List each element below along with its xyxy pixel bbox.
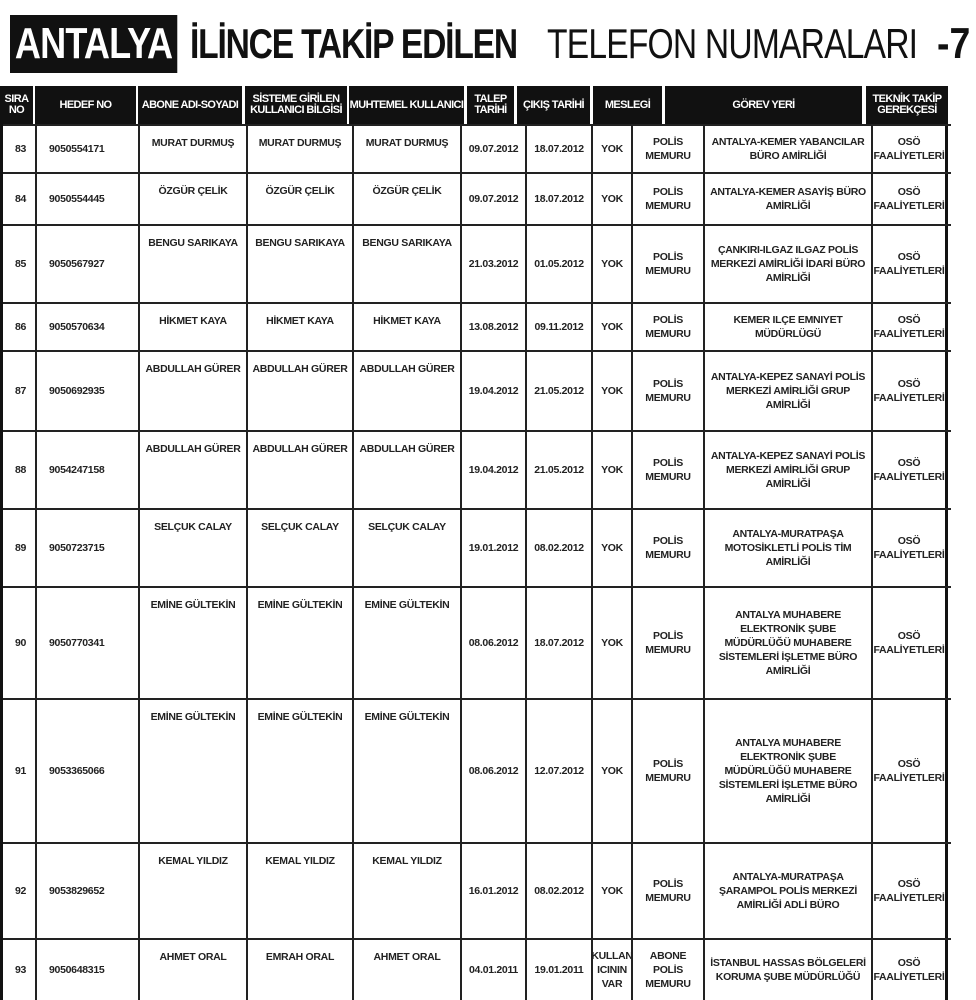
cell-hedef-no: 9054247158 [35,432,138,508]
cell-kullanici: YOK [591,174,631,224]
header-talep-tarihi: TALEP TARİHİ [467,86,514,124]
cell-sistem: MURAT DURMUŞ [246,126,352,172]
cell-muhtemel: AHMET ORAL [352,940,460,1000]
cell-cikis-tarihi: 01.05.2012 [525,226,591,302]
table-row [3,698,951,842]
header-gorev-yeri: GÖREV YERİ [665,86,862,124]
cell-meslek: POLİS MEMURU [631,510,703,586]
header-abone: ABONE ADI-SOYADI [138,86,242,124]
page-title [10,14,976,74]
cell-sistem: EMRAH ORAL [246,940,352,1000]
cell-gorev-yeri: ANTALYA-KEMER YABANCILAR BÜRO AMİRLİĞİ [703,126,871,172]
cell-abone: ABDULLAH GÜRER [138,352,246,430]
cell-kullanici: YOK [591,304,631,350]
cell-meslek: ABONE POLİS MEMURU [631,940,703,1000]
cell-muhtemel: SELÇUK CALAY [352,510,460,586]
cell-kullanici: YOK [591,352,631,430]
cell-sira: 84 [15,193,27,205]
cell-meslek: POLİS MEMURU [631,700,703,842]
table-row [3,302,951,350]
cell-gerekce: OSÖ FAALİYETLERİ [871,174,945,224]
table-row [3,938,951,1000]
table-row [3,124,951,172]
cell-muhtemel: MURAT DURMUŞ [352,126,460,172]
cell-meslek: POLİS MEMURU [631,226,703,302]
cell-muhtemel: ÖZGÜR ÇELİK [352,174,460,224]
cell-abone: SELÇUK CALAY [138,510,246,586]
cell-abone: ÖZGÜR ÇELİK [138,174,246,224]
cell-abone: AHMET ORAL [138,940,246,1000]
cell-muhtemel: ABDULLAH GÜRER [352,352,460,430]
cell-kullanici: YOK [591,510,631,586]
cell-gorev-yeri: ANTALYA-MURATPAŞA ŞARAMPOL POLİS MERKEZİ AMİRLİĞİ ADLİ BÜRO [703,844,871,938]
cell-meslek: POLİS MEMURU [631,352,703,430]
cell-abone: HİKMET KAYA [138,304,246,350]
cell-sistem: HİKMET KAYA [246,304,352,350]
cell-gorev-yeri: KEMER ILÇE EMNIYET MÜDÜRLÜGÜ [703,304,871,350]
cell-gorev-yeri: ANTALYA MUHABERE ELEKTRONİK ŞUBE MÜDÜRLÜĞÜ MUHABERE SİSTEMLERİ İŞLETME BÜRO AMİRLİĞİ [703,700,871,842]
cell-sistem: KEMAL YILDIZ [246,844,352,938]
cell-gerekce: OSÖ FAALİYETLERİ [871,226,945,302]
cell-hedef-no: 9050723715 [35,510,138,586]
header-teknik-takip: TEKNİK TAKİP GEREKÇESİ [866,86,948,124]
cell-muhtemel: HİKMET KAYA [352,304,460,350]
cell-cikis-tarihi: 08.02.2012 [525,510,591,586]
cell-muhtemel: KEMAL YILDIZ [352,844,460,938]
cell-meslek: POLİS MEMURU [631,174,703,224]
cell-meslek: POLİS MEMURU [631,304,703,350]
cell-abone: EMİNE GÜLTEKİN [138,588,246,698]
cell-hedef-no: 9050692935 [35,352,138,430]
cell-cikis-tarihi: 08.02.2012 [525,844,591,938]
cell-kullanici: YOK [591,588,631,698]
cell-talep-tarihi: 08.06.2012 [460,588,525,698]
cell-talep-tarihi: 09.07.2012 [460,126,525,172]
cell-abone: EMİNE GÜLTEKİN [138,700,246,842]
cell-kullanici: YOK [591,432,631,508]
cell-cikis-tarihi: 18.07.2012 [525,174,591,224]
cell-abone: KEMAL YILDIZ [138,844,246,938]
cell-kullanici: YOK [591,700,631,842]
cell-talep-tarihi: 19.04.2012 [460,432,525,508]
cell-gorev-yeri: ANTALYA-MURATPAŞA MOTOSİKLETLİ POLİS TİM AMİRLİĞİ [703,510,871,586]
cell-meslek: POLİS MEMURU [631,126,703,172]
header-sistem: SİSTEME GİRİLEN KULLANICI BİLGİSİ [245,86,347,124]
cell-hedef-no: 9053365066 [35,700,138,842]
cell-gerekce: OSÖ FAALİYETLERİ [871,304,945,350]
cell-sira: 85 [15,258,27,270]
cell-sira: 83 [15,143,27,155]
cell-meslek: POLİS MEMURU [631,844,703,938]
table-row [3,842,951,938]
table-row [3,430,951,508]
cell-kullanici: YOK [591,844,631,938]
cell-gerekce: OSÖ FAALİYETLERİ [871,588,945,698]
cell-cikis-tarihi: 21.05.2012 [525,352,591,430]
header-meslegi: MESLEGİ [593,86,662,124]
header-sira-no: SIRA NO [0,86,33,124]
cell-meslek: POLİS MEMURU [631,432,703,508]
table-row [3,224,951,302]
cell-sistem: ABDULLAH GÜRER [246,432,352,508]
cell-sira: 87 [15,385,27,397]
cell-gorev-yeri: ANTALYA-KEPEZ SANAYİ POLİS MERKEZİ AMİRLİĞİ GRUP AMİRLİĞİ [703,432,871,508]
cell-gorev-yeri: ANTALYA MUHABERE ELEKTRONİK ŞUBE MÜDÜRLÜĞÜ MUHABERE SİSTEMLERİ İŞLETME BÜRO AMİRLİĞİ [703,588,871,698]
cell-hedef-no: 9050567927 [35,226,138,302]
cell-gerekce: OSÖ FAALİYETLERİ [871,510,945,586]
cell-kullanici: YOK [591,126,631,172]
cell-gerekce: OSÖ FAALİYETLERİ [871,700,945,842]
title-number: -7 [937,19,971,68]
cell-cikis-tarihi: 18.07.2012 [525,126,591,172]
cell-talep-tarihi: 04.01.2011 [460,940,525,1000]
cell-cikis-tarihi: 12.07.2012 [525,700,591,842]
data-table [0,124,948,1000]
cell-kullanici: YOK [591,226,631,302]
cell-hedef-no: 9053829652 [35,844,138,938]
cell-abone: BENGU SARIKAYA [138,226,246,302]
cell-cikis-tarihi: 18.07.2012 [525,588,591,698]
table-row [3,508,951,586]
cell-sira: 93 [15,964,27,976]
cell-sira: 91 [15,765,27,777]
cell-hedef-no: 9050554171 [35,126,138,172]
cell-cikis-tarihi: 21.05.2012 [525,432,591,508]
cell-gerekce: OSÖ FAALİYETLERİ [871,352,945,430]
cell-kullanici: KULLAN ICININ VAR [591,940,631,1000]
table-row [3,350,951,430]
cell-sistem: EMİNE GÜLTEKİN [246,588,352,698]
cell-talep-tarihi: 16.01.2012 [460,844,525,938]
cell-cikis-tarihi: 19.01.2011 [525,940,591,1000]
cell-talep-tarihi: 08.06.2012 [460,700,525,842]
table-row [3,586,951,698]
cell-sira: 86 [15,321,27,333]
table-row [3,172,951,224]
cell-sira: 90 [15,637,27,649]
cell-abone: MURAT DURMUŞ [138,126,246,172]
cell-gerekce: OSÖ FAALİYETLERİ [871,844,945,938]
cell-sistem: BENGU SARIKAYA [246,226,352,302]
cell-sistem: EMİNE GÜLTEKİN [246,700,352,842]
header-cikis-tarihi: ÇIKIŞ TARİHİ [517,86,590,124]
cell-sira: 92 [15,885,27,897]
cell-hedef-no: 9050770341 [35,588,138,698]
cell-gerekce: OSÖ FAALİYETLERİ [871,940,945,1000]
cell-abone: ABDULLAH GÜRER [138,432,246,508]
cell-sistem: ÖZGÜR ÇELİK [246,174,352,224]
cell-hedef-no: 9050570634 [35,304,138,350]
cell-cikis-tarihi: 09.11.2012 [525,304,591,350]
cell-gorev-yeri: ANTALYA-KEPEZ SANAYİ POLİS MERKEZİ AMİRLİĞİ GRUP AMİRLİĞİ [703,352,871,430]
cell-muhtemel: BENGU SARIKAYA [352,226,460,302]
cell-gorev-yeri: ANTALYA-KEMER ASAYİŞ BÜRO AMİRLİĞİ [703,174,871,224]
cell-talep-tarihi: 09.07.2012 [460,174,525,224]
title-light: TELEFON NUMARALARI [546,20,917,67]
cell-sira: 89 [15,542,27,554]
cell-talep-tarihi: 13.08.2012 [460,304,525,350]
cell-talep-tarihi: 19.01.2012 [460,510,525,586]
cell-muhtemel: EMİNE GÜLTEKİN [352,700,460,842]
header-muhtemel: MUHTEMEL KULLANICI [349,86,464,124]
cell-gorev-yeri: İSTANBUL HASSAS BÖLGELERİ KORUMA ŞUBE MÜDÜRLÜĞÜ [703,940,871,1000]
cell-gerekce: OSÖ FAALİYETLERİ [871,432,945,508]
cell-sistem: ABDULLAH GÜRER [246,352,352,430]
cell-sistem: SELÇUK CALAY [246,510,352,586]
cell-talep-tarihi: 21.03.2012 [460,226,525,302]
cell-gerekce: OSÖ FAALİYETLERİ [871,126,945,172]
cell-muhtemel: EMİNE GÜLTEKİN [352,588,460,698]
cell-hedef-no: 9050554445 [35,174,138,224]
header-hedef-no: HEDEF NO [35,86,136,124]
cell-meslek: POLİS MEMURU [631,588,703,698]
cell-talep-tarihi: 19.04.2012 [460,352,525,430]
cell-muhtemel: ABDULLAH GÜRER [352,432,460,508]
cell-hedef-no: 9050648315 [35,940,138,1000]
title-bold: İLİNCE TAKİP EDİLEN [189,20,517,67]
cell-sira: 88 [15,464,27,476]
cell-gorev-yeri: ÇANKIRI-ILGAZ ILGAZ POLİS MERKEZİ AMİRLİĞİ İDARİ BÜRO AMİRLİĞİ [703,226,871,302]
title-city: ANTALYA [10,15,177,73]
